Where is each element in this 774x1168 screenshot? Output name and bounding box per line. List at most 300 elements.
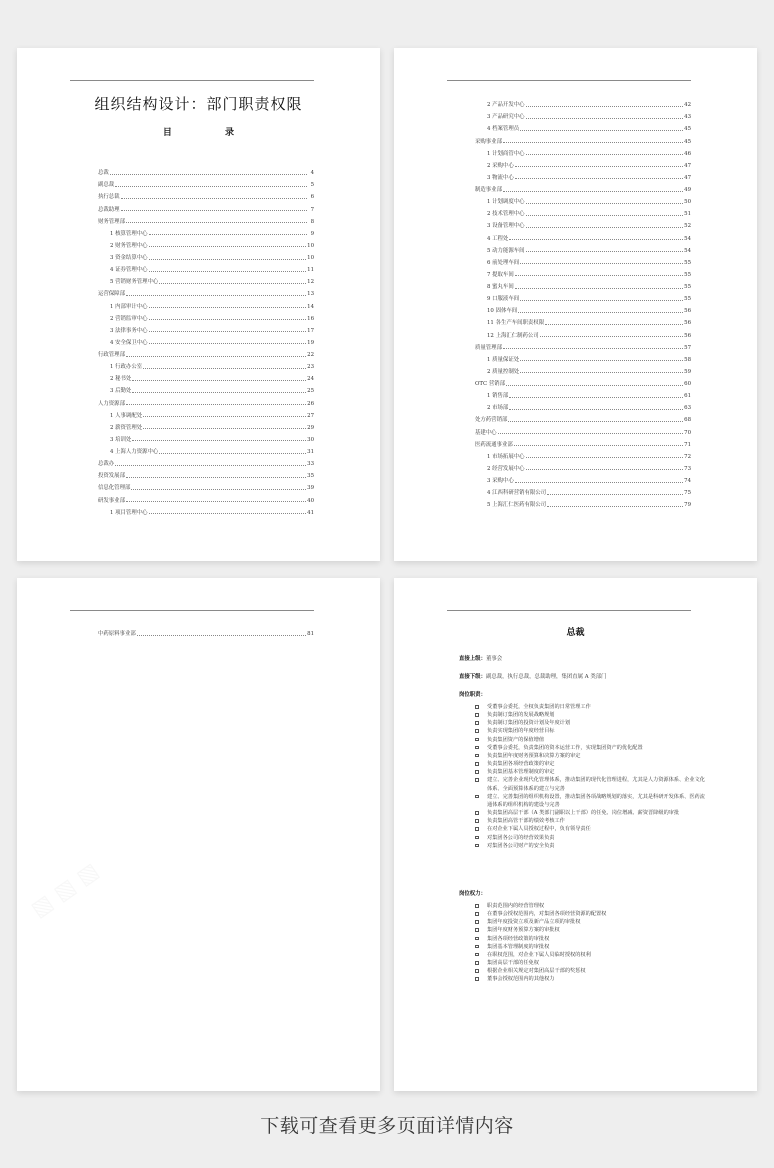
toc-leader-dots [149, 319, 307, 320]
toc-leader-dots [520, 130, 683, 131]
toc-list [98, 625, 314, 637]
power-item-text: 职责范围内的经营管理权 [487, 903, 545, 909]
toc-leader-dots [149, 246, 307, 247]
toc-entry-page: 74 [684, 478, 691, 484]
toc-entry-label: 3 物流中心 [487, 174, 514, 181]
toc-entry-label: 1 行政办公室 [110, 364, 143, 371]
toc-entry-label: 7 提取车间 [487, 271, 514, 278]
toc-leader-dots [503, 142, 683, 143]
toc-entry[interactable] [475, 448, 691, 460]
toc-entry-label: 1 人事调配处 [110, 412, 143, 419]
toc-leader-dots [506, 385, 683, 386]
toc-entry-label: 3 培训处 [110, 436, 132, 443]
document-page-4 [394, 578, 757, 1091]
toc-entry[interactable] [98, 382, 314, 394]
document-page-1 [17, 48, 380, 561]
toc-entry-page: 46 [684, 150, 691, 157]
toc-entry-page: 27 [307, 412, 314, 419]
toc-entry[interactable] [98, 467, 314, 479]
direct-superior-label: 直接上级： [459, 656, 486, 662]
toc-entry-page: 54 [684, 235, 691, 242]
toc-entry-page: 70 [684, 429, 691, 436]
duty-item-text: 负责集团资产的保值增值 [487, 736, 545, 743]
power-item-text: 在董事会授权范围内，对集团各项经营资源的配置权 [487, 911, 607, 918]
toc-entry-label: 1 质量保证处 [487, 356, 520, 363]
toc-entry[interactable] [475, 302, 691, 314]
toc-entry[interactable] [98, 322, 314, 334]
toc-entry-label: 1 计划调度中心 [487, 199, 525, 206]
toc-leader-dots [159, 283, 306, 284]
toc-leader-dots [498, 433, 684, 434]
toc-entry-page: 29 [307, 424, 314, 431]
toc-entry[interactable] [98, 455, 314, 467]
toc-leader-dots [518, 312, 683, 313]
direct-subordinate-label: 直接下级： [459, 674, 486, 680]
direct-superior-value: 董事会 [485, 656, 503, 662]
toc-entry-page: 13 [307, 291, 314, 298]
toc-leader-dots [159, 453, 306, 454]
duty-item [475, 776, 705, 792]
toc-entry-page: 31 [307, 449, 314, 455]
toc-entry-page: 60 [684, 381, 691, 387]
checkbox-bullet-icon [475, 945, 479, 949]
toc-entry-page: 33 [307, 461, 314, 468]
toc-entry-page: 22 [307, 352, 314, 358]
toc-entry[interactable] [98, 443, 314, 455]
toc-entry[interactable] [475, 326, 691, 338]
toc-entry-label: 信息化管理部 [98, 485, 131, 492]
toc-entry-page: 10 [307, 255, 314, 261]
section-title: 总裁 [566, 628, 585, 638]
header-rule [447, 80, 691, 81]
toc-leader-dots [526, 154, 684, 155]
duty-item [475, 744, 705, 752]
toc-entry-page: 55 [684, 296, 691, 303]
toc-leader-dots [540, 336, 683, 337]
toc-entry-page: 71 [684, 441, 691, 448]
toc-entry-label: 质量管理部 [475, 344, 502, 351]
toc-entry[interactable] [98, 479, 314, 491]
checkbox-bullet-icon [475, 912, 479, 916]
toc-entry-label: 执行总裁 [98, 194, 120, 201]
duty-item [475, 752, 705, 760]
duty-item [475, 711, 705, 719]
toc-entry[interactable] [98, 297, 314, 309]
toc-entry-label: 1 市场拓展中心 [487, 453, 525, 460]
toc-entry-page: 39 [307, 485, 314, 492]
toc-entry-page: 54 [684, 247, 691, 254]
toc-entry-label: 1 内部审计中心 [110, 303, 148, 310]
toc-entry[interactable] [98, 431, 314, 443]
toc-leader-dots [526, 469, 684, 470]
duty-item-text: 负责集团年度财务预算和决算方案的审定 [487, 752, 581, 759]
toc-entry[interactable] [475, 423, 691, 435]
toc-leader-dots [509, 409, 683, 410]
duty-item-text: 建立、完善企业现代化管理体系，推动集团的现代化管理进程，尤其是人力资源体系、企业文化体系、全面预算体系的建立与完善 [487, 777, 705, 792]
toc-entry-label: OTC 营销部 [475, 381, 506, 387]
toc-leader-dots [110, 174, 307, 175]
toc-entry-page: 72 [684, 453, 691, 460]
power-item-text: 集团高层干部的任免权 [487, 960, 539, 967]
toc-entry-page: 56 [684, 308, 691, 315]
checkbox-bullet-icon [475, 738, 479, 742]
toc-entry-page: 47 [684, 174, 691, 181]
power-item [475, 959, 705, 967]
checkbox-bullet-icon [475, 844, 479, 848]
toc-entry[interactable] [475, 387, 691, 399]
toc-entry-label: 医药流通事业部 [475, 441, 513, 448]
toc-leader-dots [515, 166, 683, 167]
power-item [475, 975, 705, 983]
toc-entry[interactable] [475, 96, 691, 108]
power-item [475, 926, 705, 934]
toc-entry-page: 5 [310, 182, 314, 189]
toc-entry[interactable] [98, 358, 314, 370]
toc-entry[interactable] [98, 370, 314, 382]
toc-leader-dots [115, 465, 306, 466]
toc-entry-page: 43 [684, 114, 691, 121]
toc-entry[interactable] [475, 145, 691, 157]
toc-leader-dots [526, 215, 684, 216]
checkbox-bullet-icon [475, 770, 479, 774]
toc-entry[interactable] [475, 290, 691, 302]
toc-entry[interactable] [475, 484, 691, 496]
duty-item [475, 809, 705, 817]
toc-entry-label: 3 设备管理中心 [487, 223, 525, 230]
toc-leader-dots [526, 106, 684, 107]
toc-entry[interactable] [98, 625, 314, 637]
toc-leader-dots [526, 203, 684, 204]
duty-item-text: 负责实现集团的年度经营目标 [487, 728, 555, 735]
toc-entry-page: 56 [684, 320, 691, 327]
toc-entry-label: 11 各生产车间职责权限 [487, 320, 545, 327]
toc-leader-dots [149, 513, 307, 514]
toc-entry-page: 63 [684, 405, 691, 412]
download-more-caption[interactable]: 下载可查看更多页面详情内容 [260, 1115, 514, 1137]
power-item-text: 董事会授权范围内的其他权力 [487, 976, 555, 983]
power-item [475, 943, 705, 951]
checkbox-bullet-icon [475, 904, 479, 908]
power-item [475, 951, 705, 959]
duty-item-text: 在对企业下属人员授权过程中，负有领导责任 [487, 826, 591, 833]
toc-leader-dots [143, 428, 306, 429]
toc-entry[interactable] [475, 193, 691, 205]
duty-item [475, 727, 705, 735]
power-item [475, 967, 705, 975]
toc-entry-page: 79 [684, 502, 691, 509]
toc-entry-page: 10 [307, 242, 314, 249]
toc-leader-dots [132, 440, 306, 441]
toc-entry[interactable] [98, 407, 314, 419]
toc-entry-page: 47 [684, 162, 691, 169]
toc-entry-label: 4 江西科研营销有限公司 [487, 490, 547, 497]
toc-entry[interactable] [475, 411, 691, 423]
toc-entry[interactable] [475, 242, 691, 254]
duty-item [475, 760, 705, 768]
checkbox-bullet-icon [475, 721, 479, 725]
duty-item [475, 825, 705, 833]
toc-entry[interactable] [475, 108, 691, 120]
toc-entry-page: 55 [684, 271, 691, 278]
toc-entry-page: 68 [684, 417, 691, 424]
toc-entry-page: 9 [310, 230, 314, 237]
powers-heading: 岗位权力： [459, 891, 486, 897]
power-item-text: 集团各项经营政策的审批权 [487, 935, 550, 942]
direct-subordinate-line [459, 672, 717, 680]
toc-leader-dots [126, 295, 306, 296]
toc-entry-label: 研发事业部 [98, 497, 125, 504]
toc-entry[interactable] [475, 363, 691, 375]
toc-leader-dots [515, 178, 683, 179]
duty-item-text: 对集团各公司的经营效果负责 [487, 834, 555, 841]
toc-entry-page: 55 [684, 284, 691, 290]
duty-item-text: 受董事会委托，负责集团的资本运营工作，实现集团资产的优化配置 [487, 744, 643, 751]
toc-entry-label: 4 证券管理中心 [110, 267, 148, 274]
toc-entry[interactable] [98, 188, 314, 200]
checkbox-bullet-icon [475, 928, 479, 932]
toc-entry[interactable] [475, 472, 691, 484]
powers-list [475, 902, 705, 984]
toc-entry[interactable] [98, 491, 314, 503]
toc-leader-dots [514, 445, 683, 446]
toc-entry[interactable] [98, 225, 314, 237]
toc-entry-page: 7 [310, 206, 314, 213]
toc-leader-dots [149, 343, 307, 344]
toc-entry-label: 2 财务管理中心 [110, 242, 148, 249]
toc-entry-label: 运营保障部 [98, 291, 125, 298]
toc-leader-dots [526, 227, 684, 228]
toc-leader-dots [520, 360, 683, 361]
toc-entry-label: 1 项目管理中心 [110, 509, 148, 516]
toc-entry[interactable] [475, 278, 691, 290]
toc-entry-label: 1 销售部 [487, 393, 509, 400]
toc-leader-dots [520, 372, 683, 373]
duty-item-text: 负责制订集团的发展战略规划 [487, 712, 555, 719]
duty-item-text: 对集团各公司财产的安全负责 [487, 842, 555, 849]
checkbox-bullet-icon [475, 961, 479, 965]
toc-entry-label: 2 技术管理中心 [487, 211, 525, 218]
toc-leader-dots [131, 489, 306, 490]
toc-entry[interactable] [475, 375, 691, 387]
power-item-text: 在职权范围，对企业下属人员临时授权的权利 [487, 951, 591, 958]
toc-entry[interactable] [475, 351, 691, 363]
checkbox-bullet-icon [475, 977, 479, 981]
toc-leader-dots [547, 506, 683, 507]
toc-entry[interactable] [98, 249, 314, 261]
duty-item-text: 受董事会委托，全权负责集团的日常管理工作 [487, 704, 591, 710]
checkbox-bullet-icon [475, 827, 479, 831]
toc-entry[interactable] [98, 285, 314, 297]
power-item [475, 918, 705, 926]
duty-item-text: 负责集团高管干部的绩效考核工作 [487, 818, 565, 825]
toc-entry-label: 人力资源部 [98, 400, 125, 407]
toc-entry-label: 4 安全保卫中心 [110, 339, 148, 346]
toc-entry-page: 45 [684, 126, 691, 133]
duty-item [475, 817, 705, 825]
toc-entry-page: 25 [307, 388, 314, 395]
toc-heading: 目 录 [162, 128, 235, 138]
toc-entry[interactable] [475, 266, 691, 278]
toc-entry-page: 45 [684, 138, 691, 145]
toc-entry-label: 处方药营销部 [475, 417, 508, 424]
toc-entry[interactable] [98, 164, 314, 176]
toc-leader-dots [526, 457, 684, 458]
toc-entry-label: 2 营销监审中心 [110, 315, 148, 322]
toc-entry[interactable] [98, 419, 314, 431]
toc-entry-label: 2 产品开发中心 [487, 102, 525, 109]
toc-entry-label: 3 采购中心 [487, 478, 514, 484]
power-item [475, 902, 705, 910]
toc-entry-label: 12 上海汇仁制药公司 [487, 332, 539, 339]
toc-entry-label: 1 核算管理中心 [110, 230, 148, 237]
toc-entry[interactable] [98, 176, 314, 188]
toc-leader-dots [515, 275, 683, 276]
toc-entry[interactable] [475, 399, 691, 411]
toc-entry-label: 投资发展部 [98, 473, 125, 480]
toc-entry-label: 5 营销财务管理中心 [110, 279, 159, 286]
toc-entry-label: 总裁助理 [98, 206, 120, 213]
toc-entry-page: 35 [307, 473, 314, 480]
toc-entry-label: 2 秘书处 [110, 376, 132, 383]
document-page-2 [394, 48, 757, 561]
toc-leader-dots [520, 300, 683, 301]
toc-entry-label: 基建中心 [475, 429, 497, 436]
toc-entry-label: 2 市场部 [487, 405, 509, 412]
toc-entry-page: 55 [684, 259, 691, 266]
toc-entry[interactable] [475, 120, 691, 132]
toc-entry[interactable] [475, 314, 691, 326]
toc-entry-page: 19 [307, 339, 314, 346]
toc-entry[interactable] [98, 394, 314, 406]
checkbox-bullet-icon [475, 746, 479, 750]
toc-entry-page: 75 [684, 490, 691, 497]
toc-entry-page: 6 [310, 194, 314, 201]
duty-item-text: 负责集团高层干部（A 类部门副职以上干部）的任免、岗位增减、薪资晋降级的审批 [487, 810, 680, 817]
toc-entry-page: 24 [307, 376, 314, 383]
toc-entry-page: 61 [684, 393, 691, 400]
toc-leader-dots [143, 368, 306, 369]
toc-leader-dots [149, 234, 308, 235]
toc-entry-page: 57 [684, 344, 691, 351]
toc-entry[interactable] [475, 460, 691, 472]
toc-entry[interactable] [98, 261, 314, 273]
duty-item-text: 建立、完善集团的组织机构设置，推动集团各项战略规划的落实，尤其是科研开发体系、医药流通体系的组织机构的建设与完善 [487, 793, 705, 808]
toc-entry[interactable] [98, 346, 314, 358]
toc-leader-dots [545, 324, 683, 325]
toc-entry[interactable] [475, 157, 691, 169]
toc-entry[interactable] [98, 237, 314, 249]
toc-entry-page: 4 [310, 170, 314, 177]
toc-entry[interactable] [98, 310, 314, 322]
toc-leader-dots [121, 198, 307, 199]
toc-entry-label: 5 动力能源车间 [487, 247, 525, 254]
toc-entry[interactable] [475, 496, 691, 508]
toc-entry-label: 总裁 [98, 170, 109, 177]
checkbox-bullet-icon [475, 819, 479, 823]
toc-entry[interactable] [475, 205, 691, 217]
toc-entry-page: 42 [684, 102, 691, 109]
power-item [475, 910, 705, 918]
toc-entry-label: 1 计划商管中心 [487, 150, 525, 157]
toc-entry-page: 12 [307, 279, 314, 286]
power-item-text: 根据企业相关规定对集团高层干部的奖惩权 [487, 968, 586, 975]
toc-entry-page: 30 [307, 436, 314, 443]
toc-entry-label: 4 档案管理员 [487, 126, 520, 133]
toc-entry[interactable] [475, 339, 691, 351]
toc-entry-page: 41 [307, 509, 314, 516]
toc-entry[interactable] [98, 273, 314, 285]
toc-entry-label: 3 产品研究中心 [487, 114, 525, 121]
toc-entry-page: 11 [307, 267, 314, 274]
toc-entry[interactable] [98, 200, 314, 212]
toc-leader-dots [126, 222, 307, 223]
toc-entry-page: 8 [310, 218, 314, 225]
toc-entry-page: 49 [684, 187, 691, 193]
toc-entry-page: 51 [684, 211, 691, 218]
checkbox-bullet-icon [475, 937, 479, 941]
toc-entry-label: 9 口服液车间 [487, 296, 520, 303]
toc-entry-label: 3 法律事务中心 [110, 327, 148, 334]
checkbox-bullet-icon [475, 920, 479, 924]
toc-entry-label: 财务管理部 [98, 218, 125, 225]
toc-leader-dots [137, 635, 306, 636]
toc-leader-dots [508, 421, 683, 422]
toc-entry[interactable] [475, 169, 691, 181]
toc-entry-page: 23 [307, 364, 314, 371]
toc-entry[interactable] [475, 132, 691, 144]
power-item-text: 集团基本管理制度的审批权 [487, 943, 550, 950]
document-page-3 [17, 578, 380, 1091]
toc-entry[interactable] [98, 504, 314, 516]
header-rule [70, 610, 314, 611]
duty-item [475, 842, 705, 850]
toc-entry[interactable] [475, 229, 691, 241]
power-item-text: 集团年度投资立项及新产品立项的审批权 [487, 919, 581, 926]
duty-item-text: 负责集团各项经营政策的审定 [487, 761, 555, 768]
toc-entry-page: 58 [684, 356, 691, 363]
toc-entry-page: 52 [684, 223, 691, 230]
toc-entry-label: 2 薪资管理处 [110, 424, 143, 431]
toc-leader-dots [126, 356, 306, 357]
toc-entry-page: 56 [684, 332, 691, 339]
toc-entry[interactable] [475, 217, 691, 229]
power-item [475, 935, 705, 943]
toc-leader-dots [132, 380, 306, 381]
toc-entry[interactable] [98, 213, 314, 225]
checkbox-bullet-icon [475, 754, 479, 758]
document-title: 组织结构设计：部门职责权限 [94, 95, 303, 113]
toc-leader-dots [526, 118, 684, 119]
toc-leader-dots [503, 191, 683, 192]
toc-entry-page: 50 [684, 199, 691, 206]
duty-item-text: 负责制订集团的投资计划及年度计划 [487, 720, 571, 727]
toc-entry[interactable] [475, 436, 691, 448]
toc-leader-dots [149, 331, 307, 332]
checkbox-bullet-icon [475, 778, 479, 782]
toc-leader-dots [126, 477, 306, 478]
toc-entry-label: 制造事业部 [475, 187, 502, 193]
toc-leader-dots [149, 307, 307, 308]
toc-entry[interactable] [475, 181, 691, 193]
header-rule [70, 80, 314, 81]
toc-entry[interactable] [475, 254, 691, 266]
toc-entry-label: 3 资金结算中心 [110, 255, 148, 261]
toc-leader-dots [515, 482, 683, 483]
toc-entry-page: 81 [307, 631, 314, 638]
toc-leader-dots [149, 271, 307, 272]
toc-entry-page: 14 [307, 303, 314, 310]
toc-entry[interactable] [98, 334, 314, 346]
